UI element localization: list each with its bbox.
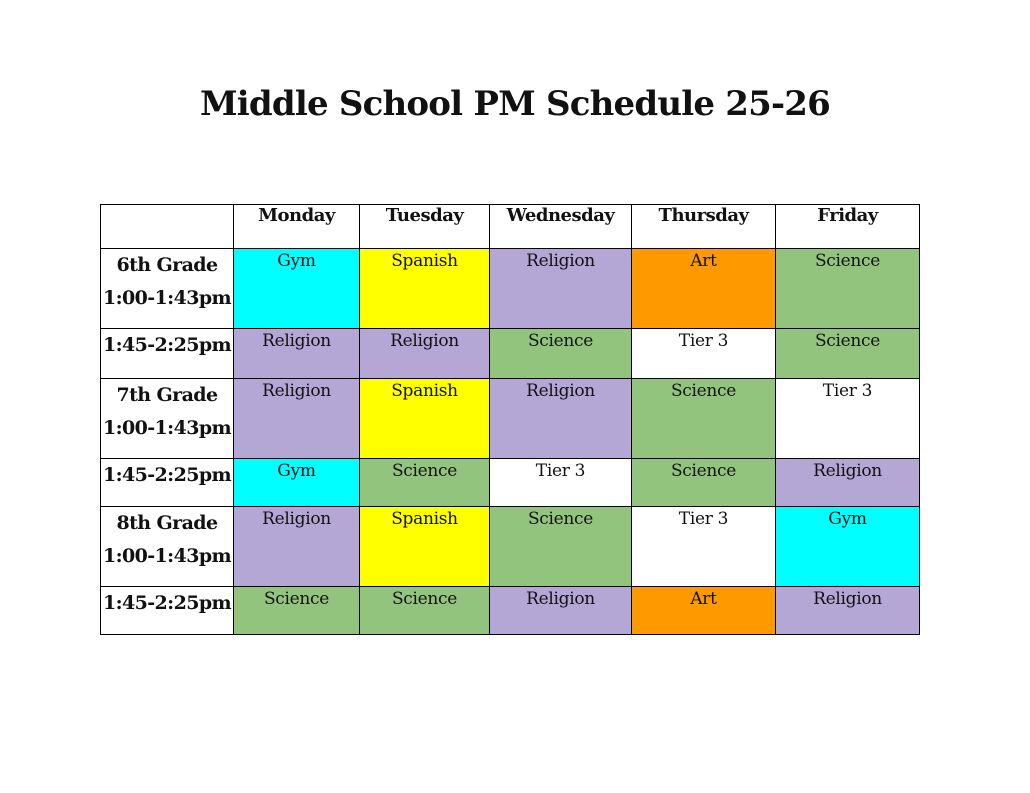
class-cell: Science <box>490 329 632 379</box>
time-label: 1:45-2:25pm <box>102 334 232 356</box>
table-row <box>101 329 920 379</box>
class-cell: Science <box>490 507 632 587</box>
class-cell: Tier 3 <box>490 459 632 507</box>
grade-label: 7th Grade <box>116 384 218 406</box>
day-header-wednesday: Wednesday <box>490 205 632 249</box>
time-label: 1:00-1:43pm <box>102 417 232 439</box>
day-header-friday: Friday <box>776 205 920 249</box>
class-cell: Gym <box>776 507 920 587</box>
class-cell: Religion <box>234 379 360 459</box>
table-row <box>101 379 920 459</box>
class-cell: Religion <box>490 379 632 459</box>
class-cell: Tier 3 <box>776 379 920 459</box>
class-cell: Religion <box>490 249 632 329</box>
class-cell: Religion <box>360 329 490 379</box>
class-cell: Science <box>776 249 920 329</box>
class-cell: Religion <box>490 587 632 635</box>
table-row <box>101 249 920 329</box>
class-cell: Science <box>776 329 920 379</box>
class-cell: Religion <box>234 507 360 587</box>
class-cell: Art <box>632 249 776 329</box>
class-cell: Religion <box>776 587 920 635</box>
class-cell: Science <box>234 587 360 635</box>
row-label <box>101 249 234 329</box>
class-cell: Science <box>632 459 776 507</box>
class-cell: Spanish <box>360 507 490 587</box>
corner-cell <box>101 205 234 249</box>
day-header-tuesday: Tuesday <box>360 205 490 249</box>
schedule-table <box>100 204 920 635</box>
page-title: Middle School PM Schedule 25-26 <box>199 84 831 124</box>
class-cell: Tier 3 <box>632 329 776 379</box>
table-row <box>101 507 920 587</box>
day-header-thursday: Thursday <box>632 205 776 249</box>
row-label <box>101 379 234 459</box>
table-row <box>101 587 920 635</box>
class-cell: Spanish <box>360 379 490 459</box>
time-label: 1:45-2:25pm <box>102 592 232 614</box>
table-row <box>101 459 920 507</box>
time-label: 1:00-1:43pm <box>102 287 232 309</box>
time-label: 1:45-2:25pm <box>102 464 232 486</box>
class-cell: Religion <box>234 329 360 379</box>
row-label <box>101 587 234 635</box>
class-cell: Gym <box>234 249 360 329</box>
class-cell: Tier 3 <box>632 507 776 587</box>
row-label <box>101 459 234 507</box>
day-header-monday: Monday <box>234 205 360 249</box>
class-cell: Science <box>360 459 490 507</box>
grade-label: 8th Grade <box>116 512 218 534</box>
row-label <box>101 507 234 587</box>
class-cell: Religion <box>776 459 920 507</box>
class-cell: Science <box>360 587 490 635</box>
class-cell: Art <box>632 587 776 635</box>
class-cell: Spanish <box>360 249 490 329</box>
header-row <box>101 205 920 249</box>
time-label: 1:00-1:43pm <box>102 545 232 567</box>
class-cell: Gym <box>234 459 360 507</box>
row-label <box>101 329 234 379</box>
grade-label: 6th Grade <box>116 254 218 276</box>
class-cell: Science <box>632 379 776 459</box>
